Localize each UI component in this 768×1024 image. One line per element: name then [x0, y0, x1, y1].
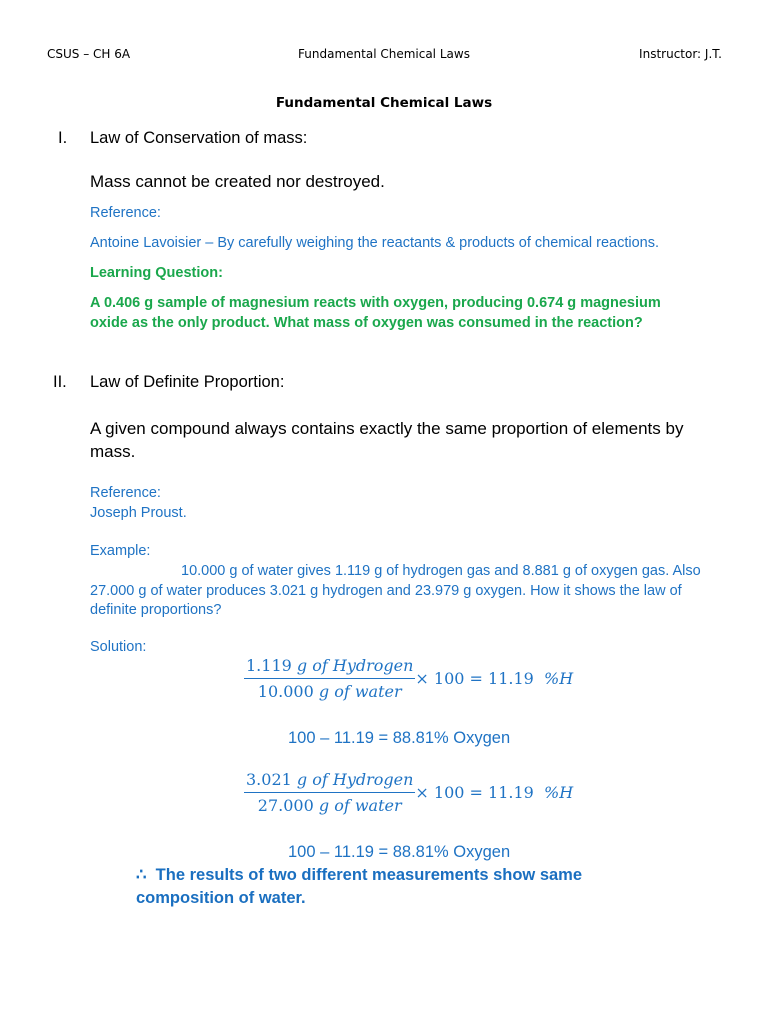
conclusion-text: The results of two different measurements show same composition of water.	[136, 866, 583, 907]
equation-2-denominator	[244, 793, 415, 815]
equation-2	[244, 770, 573, 815]
section-1-numeral: I.	[58, 129, 68, 147]
equation-2-den-text: g of water	[318, 796, 402, 815]
header-right: Instructor: J.T.	[639, 47, 722, 61]
equation-2-den-value: 27.000	[257, 796, 314, 815]
solution-label: Solution:	[90, 639, 147, 655]
equation-1	[244, 656, 573, 701]
section-1-heading: Law of Conservation of mass:	[90, 129, 308, 147]
equation-2-num-value: 3.021	[246, 770, 292, 789]
section-2-reference-label: Reference:	[90, 485, 161, 501]
equation-1-den-value: 10.000	[257, 682, 314, 701]
learning-question-text: A 0.406 g sample of magnesium reacts with oxygen, producing 0.674 g magnesium oxide as the only product. What mass of oxygen was consumed in the reaction?	[90, 295, 661, 331]
example-text: 10.000 g of water gives 1.119 g of hydrogen gas and 8.881 g of oxygen gas. Also 27.000 g of water produces 3.021 g hydrogen and 23.979 g oxygen. How it shows the law of definite proportions?	[90, 563, 701, 618]
section-1-statement: Mass cannot be created nor destroyed.	[90, 172, 385, 191]
therefore-symbol: ∴	[136, 866, 147, 884]
conclusion	[136, 864, 656, 910]
equation-1-num-value: 1.119	[246, 656, 292, 675]
equation-2-oxygen: 100 – 11.19 = 88.81% Oxygen	[288, 843, 511, 861]
equation-1-oxygen: 100 – 11.19 = 88.81% Oxygen	[288, 729, 511, 747]
equation-1-denominator	[244, 679, 415, 701]
learning-question-label: Learning Question:	[90, 265, 223, 281]
example-label: Example:	[90, 543, 151, 559]
equation-2-numerator	[244, 770, 415, 793]
section-2-heading: Law of Definite Proportion:	[90, 373, 285, 391]
header-left: CSUS – CH 6A	[47, 47, 131, 61]
equation-1-num-text: g of Hydrogen	[296, 656, 414, 675]
section-2-numeral: II.	[53, 373, 67, 391]
equation-1-den-text: g of water	[318, 682, 402, 701]
equation-2-rhs: × 100 = 11.19	[415, 783, 534, 802]
page-title: Fundamental Chemical Laws	[275, 95, 493, 111]
equation-1-numerator	[244, 656, 415, 679]
equation-1-unit: %H	[544, 669, 574, 688]
equation-2-num-text: g of Hydrogen	[296, 770, 414, 789]
section-1-reference-text: Antoine Lavoisier – By carefully weighing the reactants & products of chemical reactions.	[90, 235, 660, 251]
equation-2-unit: %H	[544, 783, 574, 802]
equation-1-fraction	[244, 656, 415, 701]
section-2-reference-text: Joseph Proust.	[90, 505, 187, 521]
equation-1-rhs: × 100 = 11.19	[415, 669, 534, 688]
section-2-statement: A given compound always contains exactly the same proportion of elements by mass.	[90, 419, 684, 461]
header-center: Fundamental Chemical Laws	[298, 47, 470, 61]
equation-2-fraction	[244, 770, 415, 815]
section-1-reference-label: Reference:	[90, 205, 161, 221]
